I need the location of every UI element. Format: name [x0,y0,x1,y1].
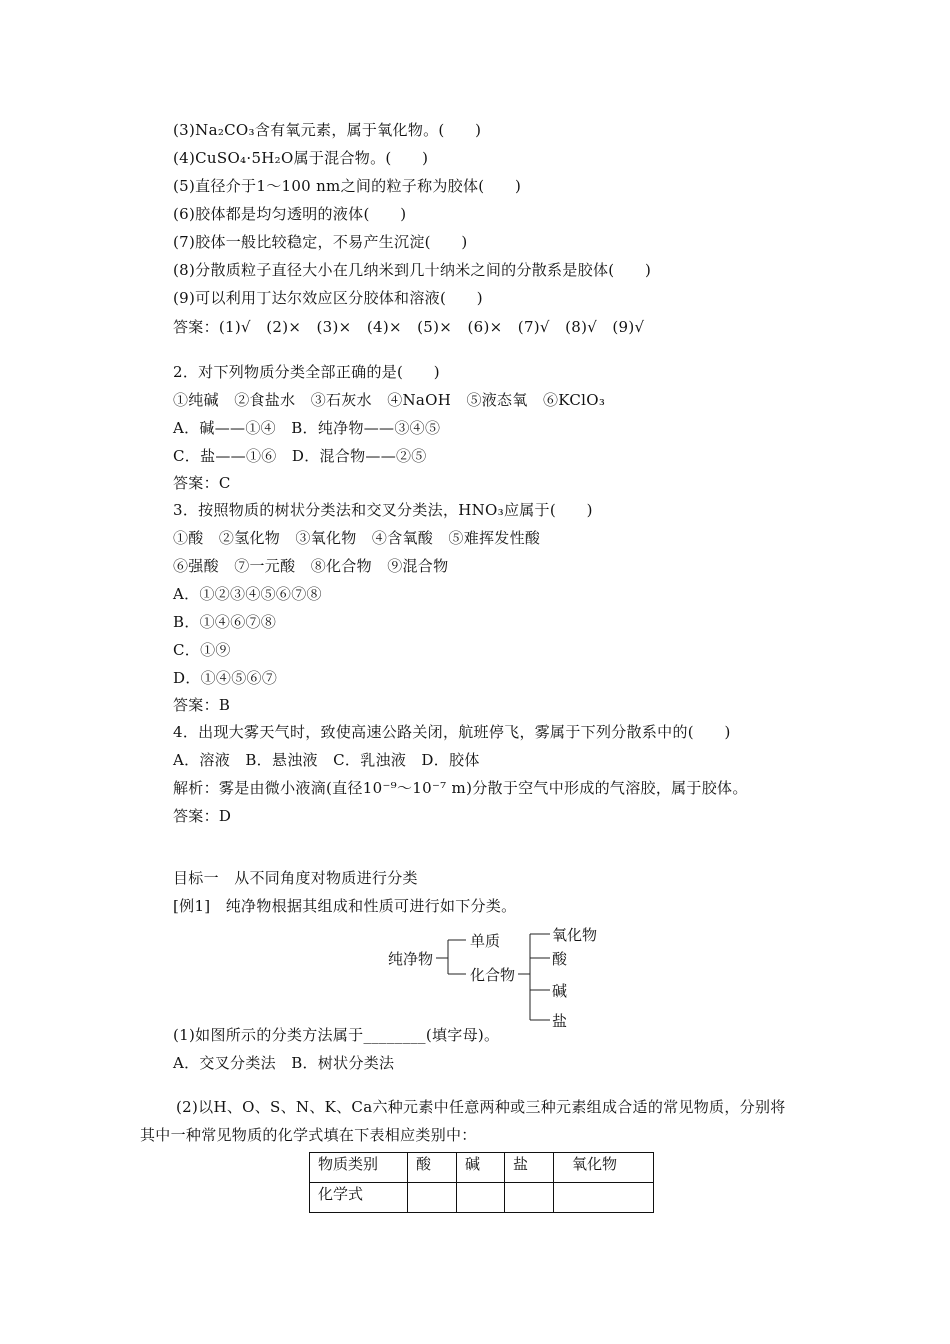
tree-leaf-acid: 酸 [552,950,568,968]
q3-answer: 答案：B [173,696,231,714]
example-1-question-2-line-1: (2)以H、O、S、N、K、Ca六种元素中任意两种或三种元素组成合适的常见物质，分别将 [176,1098,786,1116]
q4-analysis: 解析：雾是由微小液滴(直径10⁻⁹～10⁻⁷ m)分散于空气中形成的气溶胶，属于胶体。 [173,779,748,797]
example-1-stem: [例1] 纯净物根据其组成和性质可进行如下分类。 [173,897,517,915]
q2-items: ①纯碱 ②食盐水 ③石灰水 ④NaOH ⑤液态氧 ⑥KClO₃ [173,391,606,409]
q2-options-ab: A．碱——①④ B．纯净物——③④⑤ [173,419,441,437]
section-heading: 目标一 从不同角度对物质进行分类 [173,869,418,887]
tree-leaf-base: 碱 [552,982,568,1000]
tree-leaf-salt: 盐 [552,1012,568,1030]
q3-option-d: D．①④⑤⑥⑦ [173,669,278,687]
q4-stem: 4．出现大雾天气时，致使高速公路关闭，航班停飞，雾属于下列分散系中的( ) [173,723,731,741]
q1-item-7: (7)胶体一般比较稳定，不易产生沉淀( ) [173,233,468,251]
table-header: 酸 [408,1153,457,1183]
q1-item-3: (3)Na₂CO₃含有氧元素，属于氧化物。( ) [173,121,482,139]
tree-branch-compounds: 化合物 [470,966,516,984]
example-1-question-1-options: A．交叉分类法 B．树状分类法 [173,1054,395,1072]
q1-item-4: (4)CuSO₄·5H₂O属于混合物。( ) [173,149,429,167]
tree-root: 纯净物 [388,950,434,968]
q2-answer: 答案：C [173,474,231,492]
q2-options-cd: C．盐——①⑥ D．混合物——②⑤ [173,447,427,465]
table-header: 物质类别 [310,1153,408,1183]
q2-stem: 2．对下列物质分类全部正确的是( ) [173,363,440,381]
table-cell-base[interactable] [457,1183,505,1213]
classification-table [309,1152,654,1213]
classification-tree [380,924,620,1028]
q3-option-a: A．①②③④⑤⑥⑦⑧ [173,585,322,603]
q1-item-5: (5)直径介于1～100 nm之间的粒子称为胶体( ) [173,177,522,195]
tree-branch-elements: 单质 [470,932,501,950]
q3-option-b: B．①④⑥⑦⑧ [173,613,277,631]
table-cell-acid[interactable] [408,1183,457,1213]
table-header-row [310,1153,654,1183]
q1-item-8: (8)分散质粒子直径大小在几纳米到几十纳米之间的分散系是胶体( ) [173,261,652,279]
q1-answer: 答案：(1)√ (2)× (3)× (4)× (5)× (6)× (7)√ (8)√ (9)√ [173,318,645,336]
table-header: 氧化物 [554,1153,654,1183]
q3-option-c: C．①⑨ [173,641,231,659]
table-row-label: 化学式 [310,1183,408,1213]
q3-items-2: ⑥强酸 ⑦一元酸 ⑧化合物 ⑨混合物 [173,557,449,575]
table-header: 盐 [505,1153,554,1183]
table-cell-oxide[interactable] [554,1183,654,1213]
example-1-question-2-line-2: 其中一种常见物质的化学式填在下表相应类别中： [140,1126,477,1144]
table-cell-salt[interactable] [505,1183,554,1213]
q4-answer: 答案：D [173,807,232,825]
q1-item-9: (9)可以利用丁达尔效应区分胶体和溶液( ) [173,289,483,307]
q1-item-6: (6)胶体都是均匀透明的液体( ) [173,205,407,223]
table-row [310,1183,654,1213]
tree-leaf-oxide: 氧化物 [552,926,598,944]
q3-items-1: ①酸 ②氢化物 ③氧化物 ④含氧酸 ⑤难挥发性酸 [173,529,541,547]
example-1-question-1: (1)如图所示的分类方法属于________(填字母)。 [173,1026,500,1044]
table-header: 碱 [457,1153,505,1183]
q4-options: A．溶液 B．悬浊液 C．乳浊液 D．胶体 [173,751,480,769]
q3-stem: 3．按照物质的树状分类法和交叉分类法，HNO₃应属于( ) [173,501,593,519]
